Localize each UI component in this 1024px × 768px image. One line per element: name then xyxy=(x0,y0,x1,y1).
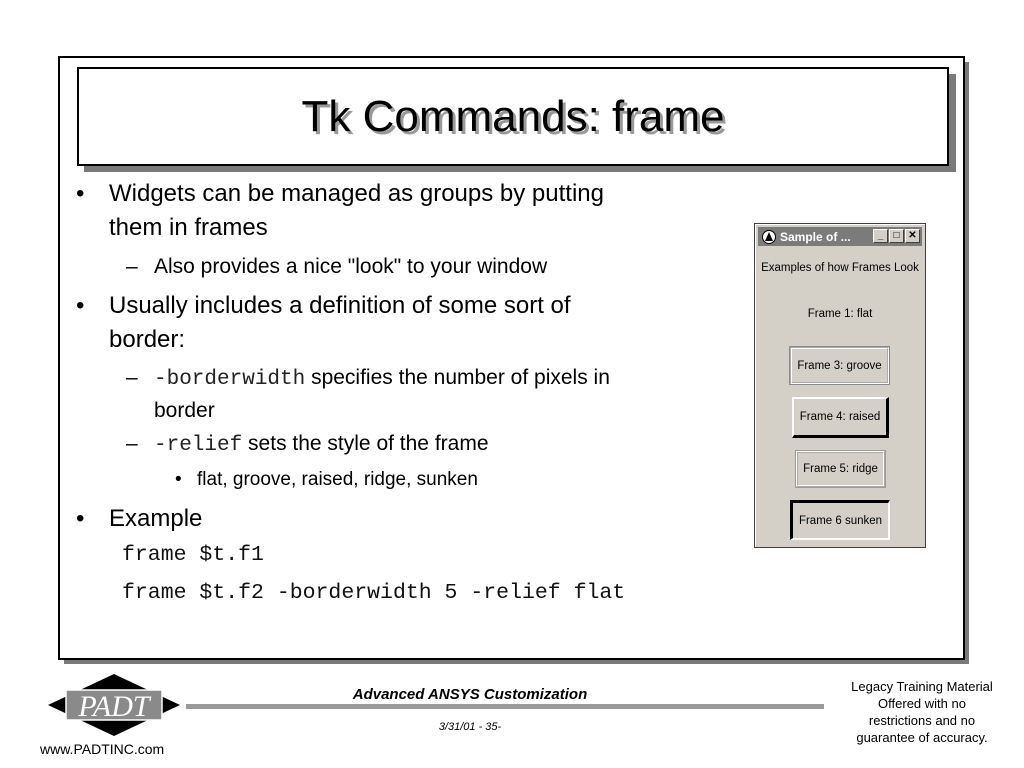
small-bullet-mark: • xyxy=(175,469,182,490)
dash-mark: – xyxy=(126,366,138,389)
relief-values xyxy=(175,467,478,493)
bullet-text-line1: Widgets can be managed as groups by putting xyxy=(109,180,604,207)
bullet-border xyxy=(76,289,571,357)
frame-groove xyxy=(790,347,889,384)
dash-mark: – xyxy=(126,255,138,278)
sample-window-titlebar[interactable] xyxy=(758,227,922,246)
sub-text-line2: border xyxy=(154,399,215,422)
sub-text: sets the style of the frame xyxy=(242,432,489,455)
window-controls xyxy=(873,229,920,243)
title-box xyxy=(77,67,949,166)
frame-groove-label: Frame 3: groove xyxy=(797,359,882,372)
sample-heading: Examples of how Frames Look xyxy=(761,262,919,274)
bullet-text-line2: them in frames xyxy=(109,214,268,241)
minimize-button[interactable]: _ xyxy=(873,229,888,243)
notice-line: restrictions and no xyxy=(868,713,976,728)
frame-ridge xyxy=(796,451,885,487)
code-relief: -relief xyxy=(154,434,243,457)
relief-values-text: flat, groove, raised, ridge, sunken xyxy=(197,469,478,490)
maximize-button[interactable]: □ xyxy=(889,229,904,243)
frame-flat-label: Frame 1: flat xyxy=(807,308,873,320)
sub-borderwidth xyxy=(126,362,610,426)
sample-window xyxy=(754,223,926,548)
code-borderwidth: -borderwidth xyxy=(154,368,306,391)
sub-text: Also provides a nice "look" to your window xyxy=(154,255,548,278)
svg-text:PADT: PADT xyxy=(78,690,150,723)
frame-raised xyxy=(792,397,889,438)
close-button[interactable]: ✕ xyxy=(905,229,920,243)
bullet-example xyxy=(76,502,203,536)
footer-rule xyxy=(186,704,824,709)
sub-look xyxy=(126,251,548,282)
sub-text: specifies the number of pixels in xyxy=(305,366,610,389)
bullet-text-line1: Usually includes a definition of some sort of xyxy=(109,292,571,319)
notice-line: Legacy Training Material xyxy=(851,679,993,694)
bullet-text-line2: border: xyxy=(109,326,186,353)
tk-feather-icon xyxy=(761,229,777,245)
footer-url[interactable]: www.PADTINC.com xyxy=(40,741,165,757)
bullet-mark: • xyxy=(76,180,85,207)
footer-date: 3/31/01 - 35- xyxy=(438,721,502,733)
padt-logo xyxy=(44,672,184,738)
notice-line: guarantee of accuracy. xyxy=(856,730,988,745)
frame-ridge-label: Frame 5: ridge xyxy=(803,463,878,475)
sub-relief xyxy=(126,428,489,461)
legacy-notice xyxy=(836,678,1008,746)
bullet-groups xyxy=(76,177,604,245)
bullet-mark: • xyxy=(76,505,85,532)
frame-sunken xyxy=(790,500,890,540)
code-line-1: frame $t.f1 xyxy=(122,543,264,567)
slide-title: Tk Commands: frame xyxy=(301,91,725,141)
dash-mark: – xyxy=(126,432,138,455)
frame-raised-label: Frame 4: raised xyxy=(799,411,881,423)
code-line-2: frame $t.f2 -borderwidth 5 -relief flat xyxy=(122,581,626,605)
frame-sunken-label: Frame 6 sunken xyxy=(798,514,883,527)
bullet-mark: • xyxy=(76,292,85,319)
bullet-text-line1: Example xyxy=(109,505,203,532)
sample-window-title: Sample of ... xyxy=(780,229,851,244)
notice-line: Offered with no xyxy=(878,696,966,711)
footer-title: Advanced ANSYS Customization xyxy=(352,686,588,703)
